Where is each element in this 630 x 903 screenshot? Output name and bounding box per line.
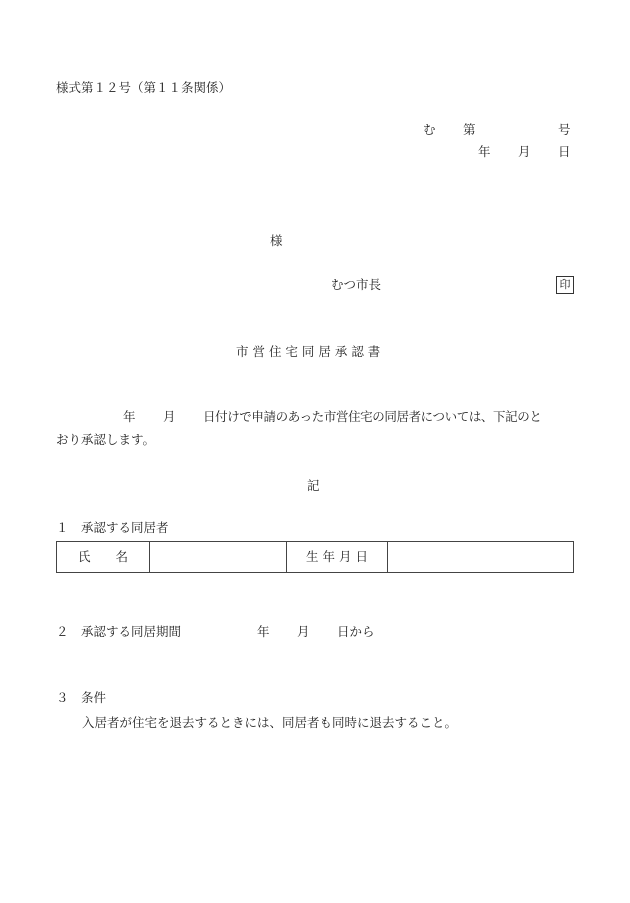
form-number: 様式第１２号（第１１条関係） [56, 80, 232, 95]
issue-date-year: 年 [478, 144, 491, 159]
doc-number-prefix: む [423, 122, 436, 137]
document-title: 市 営 住 宅 同 居 承 認 書 [236, 344, 381, 359]
birth-label-cell: 生 年 月 日 [287, 542, 388, 573]
doc-number-go: 号 [558, 122, 571, 137]
doc-number-dai: 第 [463, 122, 476, 137]
issue-date-day: 日 [558, 144, 571, 159]
issue-date-month: 月 [518, 144, 531, 159]
cohabitant-table [56, 541, 574, 573]
addressee-suffix: 様 [270, 233, 283, 248]
ki-label: 記 [307, 478, 320, 493]
issuer-name: むつ市長 [331, 277, 382, 292]
section-2-heading: ２ 承認する同居期間 [56, 624, 182, 639]
name-label-cell: 氏 名 [57, 542, 150, 573]
section-1-heading: １ 承認する同居者 [56, 520, 169, 535]
period-month: 月 [297, 624, 310, 639]
body-year: 年 [123, 409, 136, 424]
section-3-heading: ３ 条件 [56, 690, 107, 705]
body-line-2: おり承認します。 [56, 432, 156, 447]
period-day-from: 日から [337, 624, 375, 639]
table-row [57, 542, 574, 573]
body-month: 月 [163, 409, 176, 424]
seal-mark: 印 [556, 276, 574, 294]
condition-text: 入居者が住宅を退去するときには、同居者も同時に退去すること。 [82, 715, 458, 730]
period-year: 年 [257, 624, 270, 639]
birth-value-cell [388, 542, 574, 573]
body-line-1: 日付けで申請のあった市営住宅の同居者については、下記のと [203, 409, 542, 424]
name-value-cell [150, 542, 287, 573]
